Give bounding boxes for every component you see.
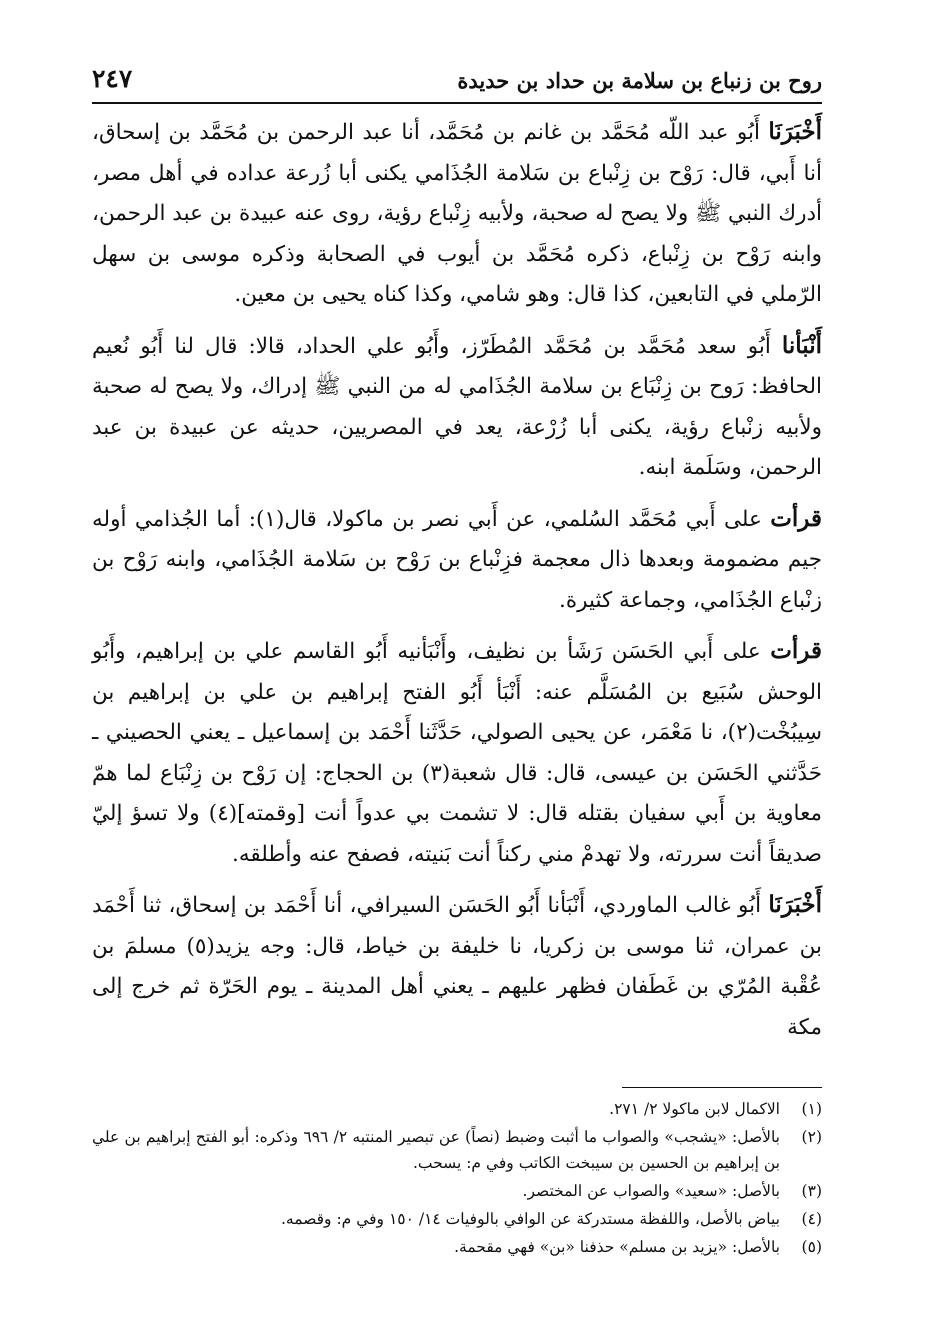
footnotes bbox=[92, 1096, 822, 1262]
paragraph-lead-word: قرأت bbox=[770, 637, 822, 664]
paragraph-text: على أَبي الحَسَن رَشَأ بن نظيف، وأَنْبَأنيه أَبُو القاسم علي بن إبراهيم، وأَبُو الوحش سُبَيع بن المُسَلَّم عنه: أَنْبَأ أَبُو الفتح إبراهيم بن علي بن إبراهيم بن سِيبُخْت(٢)، نا مَعْمَر، عن يحيى الصولي، حَدَّثَنا أَحْمَد بن إسماعيل ـ يعني الحصيني ـ حَدَّثني الحَسَن بن عيسى، قال: قال شعبة(٣) بن الحجاج: إن رَوْح بن زِنْبَاع لما همّ معاوية بن أَبي سفيان بقتله قال: لا تشمت بي عدواً أنت [وقمته](٤) ولا تسؤ إليّ صديقاً أنت سررته، ولا تهدمْ مني ركناً أنت بَنيته، فصفح عنه وأطلقه. bbox=[92, 639, 822, 867]
footnote bbox=[92, 1234, 822, 1260]
footnote-text: بياض بالأصل، واللفظة مستدركة عن الوافي بالوفيات ١٤/ ١٥٠ وفي م: وقصمه. bbox=[281, 1210, 780, 1228]
paragraph-text: على أَبي مُحَمَّد السُلمي، عن أَبي نصر بن ماكولا، قال(١): أما الجُذامي أوله جيم مضمومة وبعدها ذال معجمة فزِنْباع بن رَوْح بن سَلامة الجُذَامي، وابنه رَوْح بن زنْباع الجُذَامي، وجماعة كثيرة. bbox=[92, 506, 822, 613]
paragraph-lead-word: أَنْبَأنا bbox=[781, 331, 822, 359]
paragraph-text: أَبُو غالب الماوردي، أَنْبَأنا أَبُو الحَسَن السيرافي، أنا أَحْمَد بن إسحاق، ثنا أَحْمَد بن عمران، ثنا موسى بن زكريا، نا خليفة بن خياط، قال: وجه يزيد(٥) مسلمَ بن عُقْبة المُرّي بن غَطَفان فظهر عليهم ـ يعني أهل المدينة ـ يوم الحَرّة ثم خرج إلى مكة bbox=[92, 893, 823, 1040]
footnote-text: بالأصل: «يشجب» والصواب ما أثبت وضبط (نصاً) عن تبصير المنتبه ٢/ ٦٩٦ وذكره: أبو الفتح إبراهيم بن علي بن إبراهيم بن الحسين بن سيبخت الكاتب وفي م: يسحب. bbox=[92, 1128, 780, 1172]
paragraph-text: أَبُو عبد اللّه مُحَمَّد بن غانم بن مُحَمَّد، أنا عبد الرحمن بن مُحَمَّد بن إسحاق، أنا أَبي، قال: رَوْح بن زِنْباع بن سَلامة الجُذَامي يكنى أبا زُرعة عداده في أهل مصر، أدرك النبي ﷺ ولا يصح له صحبة، ولأبيه زِنْباع رؤية، روى عنه عبيدة بن عبد الرحمن، وابنه رَوْح بن زِنْباع، ذكره مُحَمَّد بن أيوب في الصحابة وذكره موسى بن سهل الرّملي في التابعين، كذا قال: وهو شامي، وكذا كناه يحيى بن معين. bbox=[92, 120, 822, 307]
footnote-number: (٣) bbox=[801, 1182, 822, 1200]
paragraph-lead-word: أَخْبَرَنَا bbox=[768, 118, 822, 145]
page-header bbox=[92, 62, 822, 104]
footnote bbox=[92, 1178, 822, 1204]
footnote-text: الاكمال لابن ماكولا ٢/ ٢٧١. bbox=[609, 1100, 780, 1118]
footnote bbox=[92, 1206, 822, 1232]
page-number: ٢٤٧ bbox=[92, 64, 133, 93]
running-title: روح بن زنباع بن سلامة بن حداد بن حديدة bbox=[457, 68, 822, 93]
paragraph bbox=[92, 326, 822, 489]
paragraph-text: أَبُو سعد مُحَمَّد بن مُحَمَّد المُطَرّز، وأَبُو علي الحداد، قالا: قال لنا أَبُو نُعيم الحافظ: رَوح بن زِنْبَاع بن سلامة الجُذَامي له من النبي ﷺ إدراك، ولا يصح له صحبة ولأبيه زنْباع رؤية، يكنى أبا زُرْعة، يعد في المصريين، حديثه عن عبيدة بن عبد الرحمن، وسَلَمة ابنه. bbox=[92, 333, 822, 480]
footnote-text: بالأصل: «سعيد» والصواب عن المختصر. bbox=[522, 1182, 780, 1200]
main-text bbox=[92, 112, 822, 1058]
paragraph bbox=[92, 885, 822, 1048]
footnote-number: (٤) bbox=[801, 1210, 822, 1228]
footnote-number: (١) bbox=[801, 1100, 822, 1118]
paragraph bbox=[92, 112, 822, 316]
footnote bbox=[92, 1096, 822, 1122]
paragraph-lead-word: قرأت bbox=[770, 504, 822, 532]
paragraph-lead-word: أَخْبَرَنَا bbox=[768, 891, 822, 918]
footnote bbox=[92, 1124, 822, 1176]
paragraph bbox=[92, 499, 822, 622]
footnote-divider bbox=[622, 1087, 822, 1088]
footnote-text: بالأصل: «يزيد بن مسلم» حذفنا «بن» فهي مقحمة. bbox=[454, 1238, 780, 1256]
footnote-number: (٥) bbox=[801, 1238, 822, 1256]
footnote-number: (٢) bbox=[801, 1128, 822, 1146]
paragraph bbox=[92, 631, 822, 875]
